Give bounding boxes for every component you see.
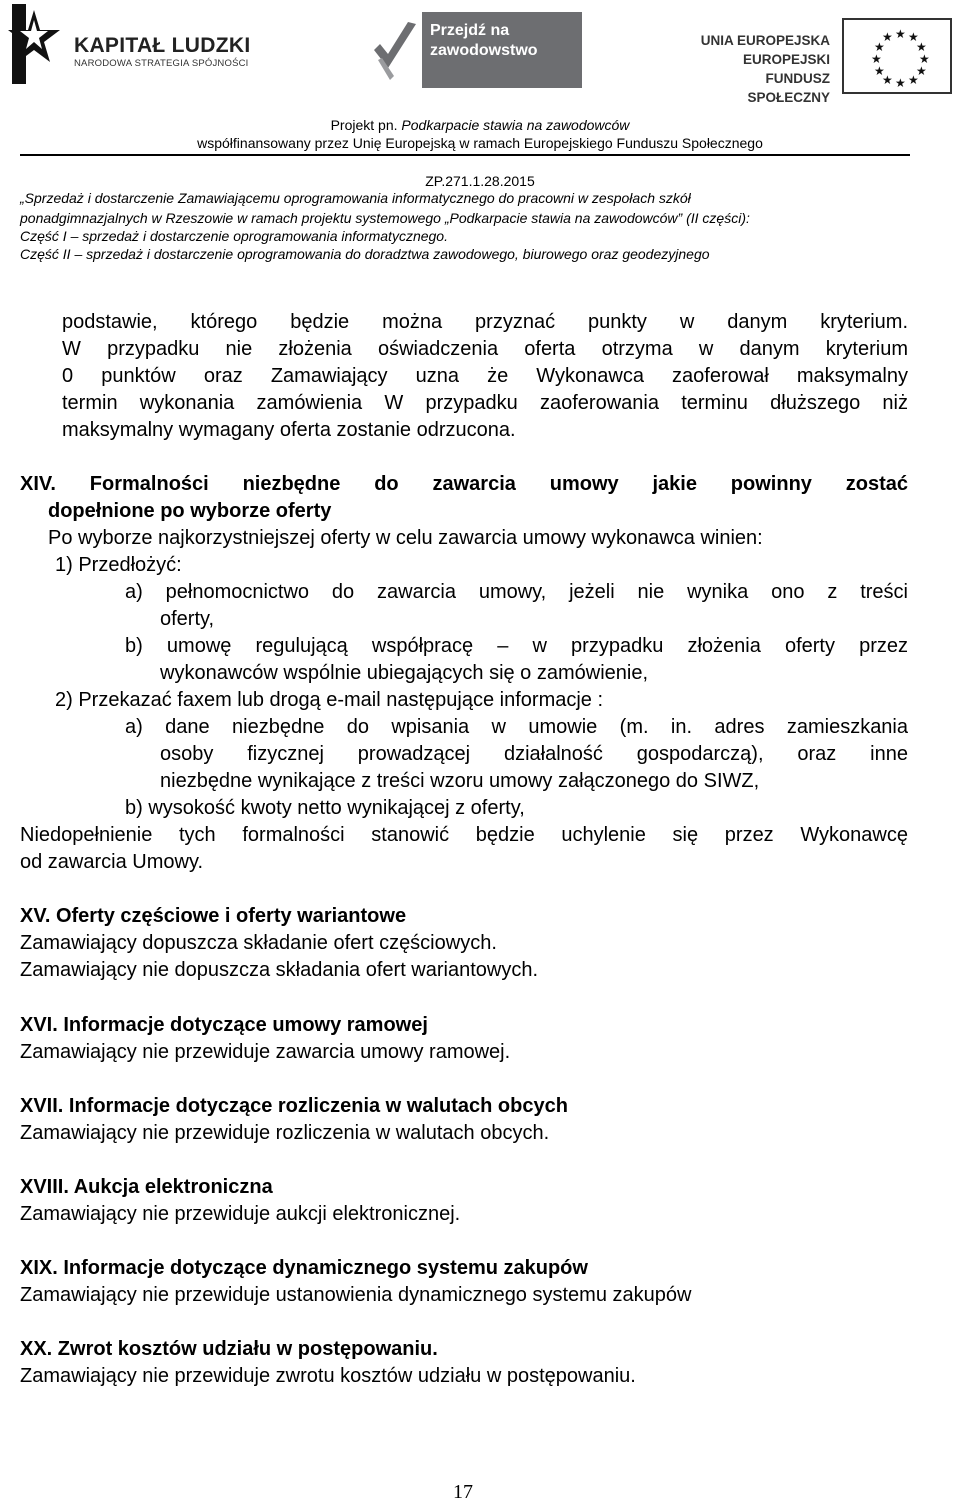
section-xvi-text: Zamawiający nie przewiduje zawarcia umowy ramowej. (20, 1041, 511, 1063)
section-xx-text: Zamawiający nie przewiduje zwrotu kosztów udziału w postępowaniu. (20, 1365, 636, 1387)
header-line-2: ponadgimnazjalnych w Rzeszowie w ramach projektu systemowego „Podkarpacie stawia na zawodowców” (II części): (20, 210, 750, 226)
checkmark-icon (370, 20, 420, 90)
section-xvii-text: Zamawiający nie przewiduje rozliczenia w walutach obcych. (20, 1122, 550, 1144)
cofinanced-line: współfinansowany przez Unię Europejską w ramach Europejskiego Funduszu Społecznego (197, 135, 763, 151)
svg-text:★: ★ (874, 40, 885, 54)
section-xiv-final-cont: od zawarcia Umowy. (20, 851, 204, 873)
section-xiv-final: Niedopełnienie tych formalności stanowić będzie uchylenie się przez Wykonawcę (20, 824, 908, 846)
svg-text:★: ★ (882, 30, 893, 44)
project-line (0, 117, 960, 133)
ue-line-1: UNIA EUROPEJSKA (700, 33, 830, 48)
logo-bar (0, 0, 960, 110)
unia-europejska-logo (680, 18, 955, 105)
przejdz-logo (370, 10, 585, 90)
svg-text:★: ★ (908, 73, 919, 87)
kapital-ludzki-star-icon (4, 4, 64, 84)
intro-line: 0 punktów oraz Zamawiający uzna że Wykonawca zaoferował maksymalny (62, 365, 908, 387)
header-line-3: Część I – sprzedaż i dostarczenie oprogramowania informatycznego. (20, 228, 448, 244)
kapital-ludzki-subtitle: NARODOWA STRATEGIA SPÓJNOŚCI (74, 58, 249, 69)
ue-line-2: EUROPEJSKI (742, 52, 830, 67)
list-item-2a: a) dane niezbędne do wpisania w umowie (m. in. adres zamieszkania (125, 716, 908, 738)
page-number: 17 (453, 1481, 473, 1503)
section-xv-heading: XV. Oferty częściowe i oferty wariantowe (20, 905, 407, 927)
ue-line-3: FUNDUSZ SPOŁECZNY (747, 71, 830, 105)
section-xv-text: Zamawiający nie dopuszcza składania ofert wariantowych. (20, 959, 539, 981)
header-rule (20, 154, 910, 156)
list-item-2b: b) wysokość kwoty netto wynikającej z oferty, (125, 797, 525, 819)
intro-line: termin wykonania zamówienia W przypadku zaoferowania terminu dłuższego niż (62, 392, 908, 414)
list-item-1b-cont: wykonawców wspólnie ubiegających się o zamówienie, (160, 662, 649, 684)
project-name: Podkarpacie stawia na zawodowców (401, 117, 630, 133)
ue-text (680, 31, 830, 107)
section-xvi-heading: XVI. Informacje dotyczące umowy ramowej (20, 1014, 428, 1036)
eu-flag-icon (842, 18, 952, 94)
section-xv-text: Zamawiający dopuszcza składanie ofert częściowych. (20, 932, 497, 954)
list-item-1: 1) Przedłożyć: (55, 554, 182, 576)
przejdz-text: Przejdź na zawodowstwo (430, 22, 538, 59)
reference-number: ZP.271.1.28.2015 (425, 173, 535, 189)
svg-text:★: ★ (874, 64, 885, 78)
list-item-1b: b) umowę regulującą współpracę – w przypadku złożenia oferty przez (125, 635, 908, 657)
przejdz-box (422, 12, 582, 88)
svg-text:★: ★ (908, 30, 919, 44)
section-xviii-text: Zamawiający nie przewiduje aukcji elektronicznej. (20, 1203, 461, 1225)
list-item-1a-cont: oferty, (160, 608, 215, 630)
section-xvii-heading: XVII. Informacje dotyczące rozliczenia w walutach obcych (20, 1095, 568, 1117)
section-xiv-heading-cont: dopełnione po wyborze oferty (48, 500, 332, 522)
project-prefix: Projekt pn. (330, 117, 402, 133)
svg-text:★: ★ (882, 73, 893, 87)
section-xiv-intro: Po wyborze najkorzystniejszej oferty w celu zawarcia umowy wykonawca winien: (48, 527, 763, 549)
header-line-4: Część II – sprzedaż i dostarczenie oprogramowania do doradztwa zawodowego, biurowego oraz geodezyjnego (20, 246, 710, 262)
section-xix-text: Zamawiający nie przewiduje ustanowienia dynamicznego systemu zakupów (20, 1284, 692, 1306)
section-xx-heading: XX. Zwrot kosztów udziału w postępowaniu. (20, 1338, 438, 1360)
svg-text:★: ★ (919, 52, 930, 66)
list-item-1a: a) pełnomocnictwo do zawarcia umowy, jeżeli nie wynika ono z treści (125, 581, 908, 603)
svg-text:★: ★ (871, 52, 882, 66)
svg-text:★: ★ (916, 64, 927, 78)
svg-text:★: ★ (916, 40, 927, 54)
svg-text:★: ★ (895, 76, 906, 90)
section-xiv-heading: XIV. Formalności niezbędne do zawarcia umowy jakie powinny zostać (20, 473, 908, 495)
kapital-ludzki-title: KAPITAŁ LUDZKI (74, 34, 251, 57)
intro-line: podstawie, którego będzie można przyznać punkty w danym kryterium. (62, 311, 908, 333)
kapital-ludzki-logo (4, 4, 254, 84)
intro-line: maksymalny wymagany oferta zostanie odrzucona. (62, 419, 516, 441)
list-item-2: 2) Przekazać faxem lub drogą e-mail następujące informacje : (55, 689, 604, 711)
svg-text:★: ★ (895, 27, 906, 41)
section-xviii-heading: XVIII. Aukcja elektroniczna (20, 1176, 273, 1198)
list-item-2a-cont: osoby fizycznej prowadzącej działalność gospodarczą), oraz inne (160, 743, 908, 765)
list-item-2a-cont: niezbędne wynikające z treści wzoru umowy załączonego do SIWZ, (160, 770, 760, 792)
intro-line: W przypadku nie złożenia oświadczenia oferta otrzyma w danym kryterium (62, 338, 908, 360)
header-line-1: „Sprzedaż i dostarczenie Zamawiającemu oprogramowania informatycznego do pracowni w zespołach szkół (20, 190, 691, 206)
section-xix-heading: XIX. Informacje dotyczące dynamicznego systemu zakupów (20, 1257, 588, 1279)
